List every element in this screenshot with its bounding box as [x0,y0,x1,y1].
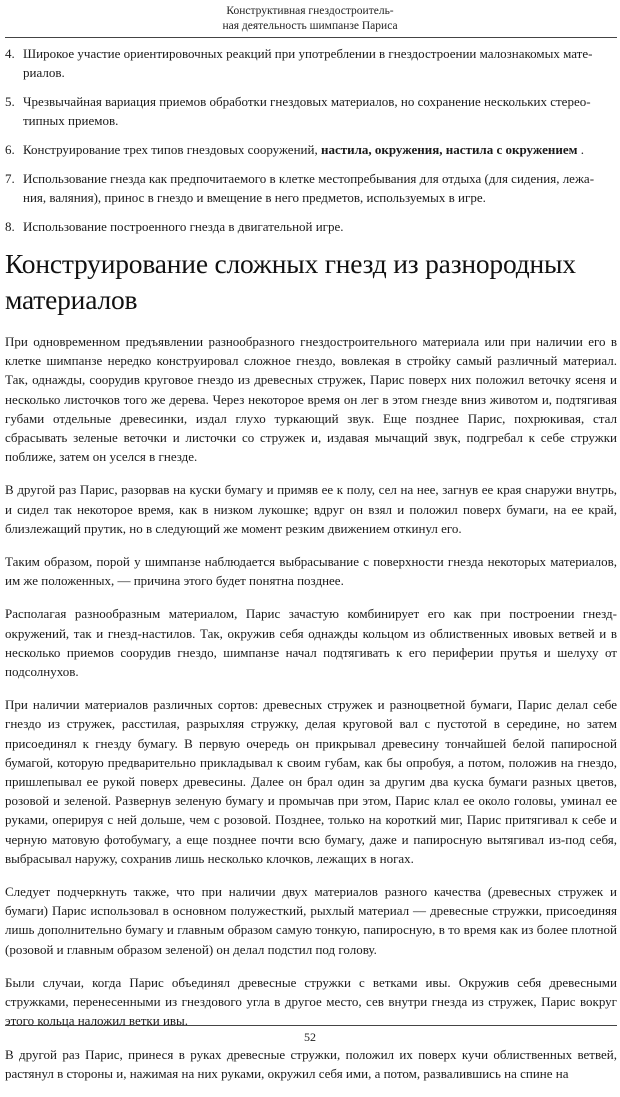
page-number: 52 [304,1030,316,1044]
page-content [5,44,617,1097]
list-text-continuation: ния, валяния), принос в гнездо и вмещение в него предметов, используемых в игре. [23,190,486,205]
list-text: Чрезвычайная вариация приемов обработки гнездовых материалов, но сохранение нескольких стерео- [23,94,591,109]
list-number: 7. [5,171,15,186]
section-title [5,246,617,318]
list-text: Использование построенного гнезда в двигательной игре. [23,219,344,234]
list-text-continuation: типных приемов. [23,113,119,128]
list-number: 4. [5,46,15,61]
list-text: Широкое участие ориентировочных реакций при употреблении в гнездостроении малознакомых мате- [23,46,593,61]
footer-divider [5,1025,617,1026]
paragraph-8: В другой раз Парис, принеся в руках древесные стружки, положил их поверх кучи облиственных ветвей, растянул в стороны и, нажимая на них руками, окружил себя ими, а потом, развалившись на спине на [5,1046,617,1081]
header-divider [5,37,617,38]
paragraph-4: Располагая разнообразным материалом, Парис зачастую комбинирует его как при построении гнезд-окружений, так и гнезд-настилов. Так, окружив себя однажды кольцом из облиственных ивовых ветвей и в несколько приемов соорудив гнездо, шимпанзе начал подтягивать к его периферии прутья и шелуху от подсолнухов. [5,606,617,680]
list-text-continuation: риалов. [23,65,65,80]
list-text-bold: настила, окружения, настила с окружением [320,142,578,157]
list-number: 5. [5,94,15,109]
running-head-line-2: ная деятельность шимпанзе Париса [222,20,398,32]
list-item-6 [5,140,617,159]
list-number: 8. [5,219,15,234]
section-title-line-1: Конструирование сложных гнезд из разнородных [5,248,576,279]
list-item-8 [5,217,617,236]
list-item-7 [5,169,617,207]
list-text-end: . [580,142,585,157]
running-head [0,4,620,34]
paragraph-2: В другой раз Парис, разорвав на куски бумагу и примяв ее к полу, сел на нее, загнув ее края снаружи внутрь, и сидел так некоторое время, как в низком лукошке; вдруг он взял и положил поверх бумаги, на ее край, близлежащий прутик, но в следующий же момент резким движением откинул его. [5,482,617,536]
paragraph-1: При одновременном предъявлении разнообразного гнездостроительного материала или при наличии его в клетке шимпанзе нередко конструировал сложное гнездо, вовлекая в стройку самый различный материал. Так, однажды, соорудив круговое гнездо из древесных стружек, Парис поверх них положил веточку ясеня и несколько листочков того же дерева. Через некоторое время он лег в этом гнезде вниз животом и, подтягивая губами отдельные древесинки, издал глухо туркающий звук. Еще позднее Парис, похрюкивая, стал сбрасывать зеленые веточки и листочки со стружек и, издавая мычащий звук, подгребал к себе стружки поближе, затем он уселся в гнезде. [5,334,617,465]
list-item-4 [5,44,617,82]
paragraph-6: Следует подчеркнуть также, что при наличии двух материалов разного качества (древесных стружек и бумаги) Парис использовал в основном полужесткий, рыхлый материал — древесные стружки, присоединяя лишь дополнительно бумагу и главным образом самую тонкую, папиросную, в то время как из более плотной (розовой и главным образом зеленой) он делал подстил под голову. [5,884,617,957]
list-number: 6. [5,142,15,157]
list-text: Использование гнезда как предпочитаемого в клетке местопребывания для отдыха (для сидения, лежа- [23,171,595,186]
list-text: Конструирование трех типов гнездовых сооружений, [23,142,318,157]
paragraph-5: При наличии материалов различных сортов: древесных стружек и разноцветной бумаги, Парис делал себе гнездо из стружек, расстилая, разрыхляя стружку, делая круговой вал с пустотой в середине, но затем присоединял к гнезду бумагу. В первую очередь он прикрывал древесину тончайшей белой папиросной бумагой, которую предварительно прикладывал к своим губам, как бы опробуя, а потом, положив на гнездо, пришлепывал ее рукой поверх древесины. Далее он брал один за другим два куска бумаги разных цветов, розовой и зеленой. Развернув зеленую бумагу и промычав при этом, Парис клал ее около головы, уминал ее руками, оперируя с ней дольше, чем с розовой. Позднее, только на короткий миг, Парис притягивал к себе и черную матовую фотобумагу, а еще позднее почти всю бумагу, даже и папиросную вытягивал из-под себя, выбрасывал наружу, сохранив лишь несколько клочков, лежащих в ногах. [5,697,617,866]
paragraph-3: Таким образом, порой у шимпанзе наблюдается выбрасывание с поверхности гнезда некоторых материалов, им же положенных, — причина этого будет понятна позднее. [5,554,617,589]
list-item-5 [5,92,617,130]
running-head-line-1: Конструктивная гнездостроитель- [226,5,394,17]
section-title-line-2: материалов [5,284,138,315]
paragraph-7: Были случаи, когда Парис объединял древесные стружки с ветками ивы. Окружив себя древесными стружками, перенесенными из гнездового угла в другое место, сев внутри гнезда из стружек, Парис вокруг этого кольца наложил ветки ивы. [5,974,617,1029]
